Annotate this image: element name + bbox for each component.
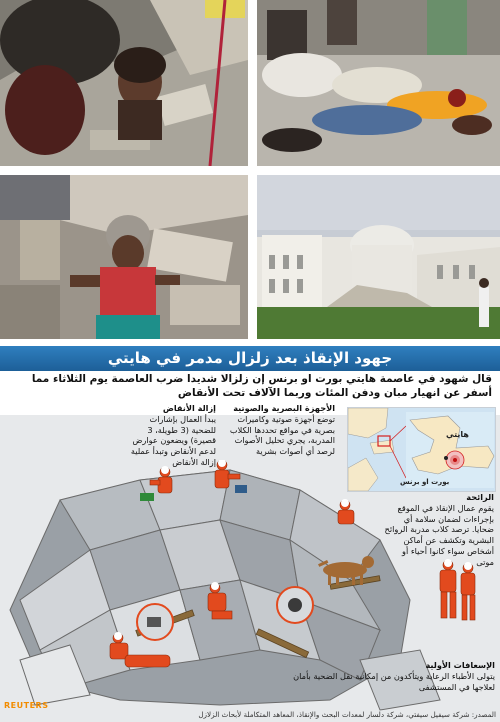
annotation-devices-body: توضع أجهزة صوتية وكاميرات بصرية في مواقع تحددها الكلاب المدربة، يجري تحليل الأصوات لرصد أي أصوات بشرية <box>229 413 335 457</box>
annotation-firstaid-body: يتولى الأطباء الرعاية ويتأكدون من إمكانية نقل الضحية بأمان لعلاجها في المستشفى <box>293 670 495 692</box>
annotation-smell-heading: الرائحة <box>466 492 494 502</box>
annotation-debris-body: يبدأ العمال بإشارات للضحية (3 طويلة، 3 قصيرة) ويضعون عوارض لدعم الأنقاض وتبدأ عملية إزالة الأنقاض <box>130 413 216 467</box>
annotation-optical-acoustic <box>225 403 335 457</box>
infographic-title: جهود الإنقاذ بعد زلزال مدمر في هايتي <box>107 349 393 367</box>
annotation-smell-body: يقوم عمال الإنقاذ في الموقع بإجراءات لضمان سلامة أي ضحايا. ترصد كلاب مدربة الروائح البشرية وتكشف عن أماكن أشخاص سواء كانوا أحياء أو موتى <box>384 502 494 567</box>
photo-damaged-palace <box>257 175 500 339</box>
map-country-label: هايتي <box>446 430 469 439</box>
intro-paragraph: قال شهود في عاصمة هايتي بورت او برنس إن زلزالا شديدا ضرب العاصمة يوم الثلاثاء مما أسفر عن انهيار مبان ودفن المئات وربما الآلاف تحت الأنقاض <box>31 373 492 399</box>
source-line: المصدر: شركة سيفيل سيفتي، شركة دلسار لمعدات البحث والإنقاذ، المعاهد المتكاملة لأبحاث الزلازل <box>198 710 496 719</box>
annotation-first-aid <box>290 660 495 692</box>
map-city-label: بورت او برنس <box>400 478 450 486</box>
photo-woman-in-rubble <box>0 0 248 166</box>
reuters-credit: REUTERS <box>4 701 49 710</box>
annotation-firstaid-heading: الإسعافات الأولية <box>425 660 495 670</box>
photo-injured-on-ground <box>257 0 500 166</box>
photo-elderly-woman-rubble <box>0 175 248 339</box>
annotation-debris-heading: إزالة الأنقاض <box>162 403 216 413</box>
annotation-smell <box>382 492 494 568</box>
annotation-devices-heading: الأجهزة البصرية والصوتية <box>233 403 335 413</box>
annotation-debris-removal <box>128 403 216 468</box>
infographic-title-banner <box>0 346 500 371</box>
